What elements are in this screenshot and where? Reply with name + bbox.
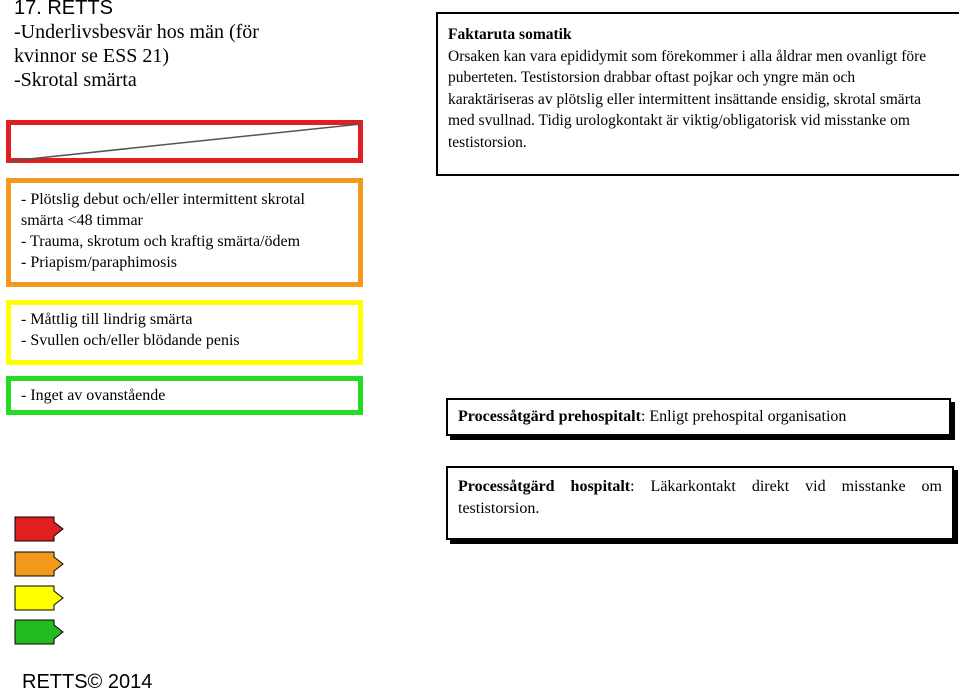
process-prehospital-label: Processåtgärd prehospitalt xyxy=(458,408,641,425)
yellow-arrow-icon xyxy=(14,585,64,611)
process-prehospital-box xyxy=(446,398,951,436)
process-hospital-box xyxy=(446,466,954,540)
fact-box-title: Faktaruta somatik xyxy=(448,26,572,43)
triage-green-box xyxy=(6,376,363,415)
orange-criterion: - Priapism/paraphimosis xyxy=(21,254,177,271)
yellow-criterion: - Svullen och/eller blödande penis xyxy=(21,332,240,349)
orange-criterion: - Trauma, skrotum och kraftig smärta/ödem xyxy=(21,233,301,250)
green-criterion: - Inget av ovanstående xyxy=(21,387,166,404)
fact-box-text: Orsaken kan vara epididymit som förekommer i alla åldrar men ovanligt före puberteten. Testistorsion drabbar oftast pojkar och yngre män och karaktäriseras av plötslig eller intermittent insättande ensidig, skrotal smärta med svullnad. Tidig urologkontakt är viktig/obligatorisk vid misstanke om testistorsion. xyxy=(448,47,927,151)
green-arrow-icon xyxy=(14,619,64,645)
orange-arrow-icon xyxy=(14,551,64,577)
red-arrow-icon xyxy=(14,516,64,542)
orange-criterion: smärta <48 timmar xyxy=(21,212,143,229)
title-number: 17. RETTS xyxy=(14,0,113,19)
triage-orange-box xyxy=(6,178,363,287)
title-line-2: kvinnor se ESS 21) xyxy=(14,45,169,67)
diagonal-strike-line xyxy=(6,120,363,163)
footer-copyright: RETTS© 2014 xyxy=(22,671,153,693)
process-hospital-label: Processåtgärd hospitalt xyxy=(458,478,631,495)
process-prehospital-text: : Enligt prehospital organisation xyxy=(640,408,847,425)
triage-yellow-box xyxy=(6,300,363,365)
fact-box xyxy=(436,12,959,176)
yellow-criterion: - Måttlig till lindrig smärta xyxy=(21,311,193,328)
process-hospital-text: : Läkarkontakt direkt vid misstanke om testistorsion. xyxy=(458,478,942,517)
triage-red-box xyxy=(6,120,363,163)
title-line-1: -Underlivsbesvär hos män (för xyxy=(14,21,259,43)
orange-criterion: - Plötslig debut och/eller intermittent skrotal xyxy=(21,191,305,208)
page-title xyxy=(14,0,314,92)
title-line-3: -Skrotal smärta xyxy=(14,69,137,91)
